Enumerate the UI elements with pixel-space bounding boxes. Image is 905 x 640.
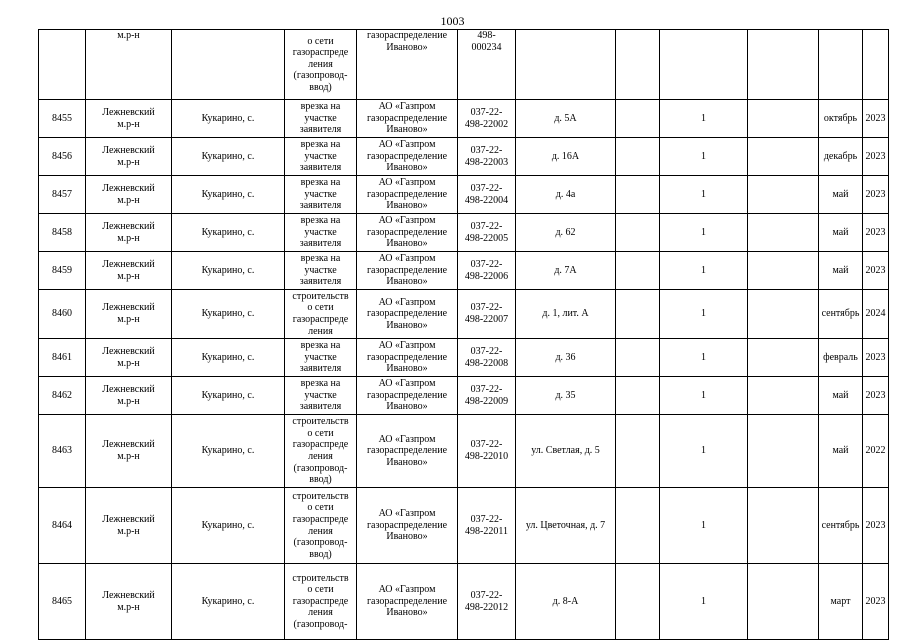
cell-district-line: м.р-н bbox=[117, 270, 140, 282]
cell-work-line: врезка на bbox=[300, 253, 341, 265]
cell-work bbox=[285, 488, 357, 564]
cell-locality: Кукарино, с. bbox=[172, 488, 285, 564]
cell-code-line: 037-22- bbox=[470, 345, 503, 357]
table-row bbox=[39, 415, 889, 488]
cell-district bbox=[86, 564, 172, 640]
cell-count: 1 bbox=[660, 214, 748, 252]
cell-work-line: заявителя bbox=[299, 238, 342, 250]
cell-num: 8464 bbox=[39, 488, 86, 564]
cell-work-line: ввод) bbox=[309, 548, 332, 560]
cell-month: май bbox=[819, 214, 863, 252]
cell-code-line: 037-22- bbox=[470, 439, 503, 451]
cell-work-line: заявителя bbox=[299, 401, 342, 413]
cell-work-line: ления bbox=[308, 525, 333, 537]
cell-org-line: газораспределение bbox=[366, 351, 448, 363]
cell-work-line: ления bbox=[308, 451, 333, 462]
cell-code bbox=[458, 377, 516, 415]
cell-district-line: Лежневский bbox=[102, 106, 155, 118]
cell-org-line: газораспределение bbox=[366, 226, 448, 238]
cell-address: д. 4а bbox=[516, 176, 616, 214]
cell-month: февраль bbox=[819, 339, 863, 377]
cell-org-line: газораспределение bbox=[366, 445, 448, 457]
table-row bbox=[39, 252, 889, 290]
cell-blank-1 bbox=[616, 415, 660, 488]
cell-work-line: о сети bbox=[307, 302, 334, 314]
cell-year: 2023 bbox=[863, 214, 889, 252]
cell-work-line: участке bbox=[304, 226, 337, 238]
table-row-carryover bbox=[39, 30, 889, 100]
cell-org bbox=[357, 100, 458, 138]
cell-district bbox=[86, 377, 172, 415]
cell-work-line: участке bbox=[304, 112, 337, 124]
cell-work-line: заявителя bbox=[299, 124, 342, 136]
cell-work-line: строительств bbox=[292, 490, 349, 502]
cell-code-line: 037-22- bbox=[470, 106, 503, 118]
cell-month: май bbox=[819, 415, 863, 488]
cell-district-line: м.р-н bbox=[117, 314, 140, 325]
cell-year: 2023 bbox=[863, 377, 889, 415]
cell-address: д. 35 bbox=[516, 377, 616, 415]
cell-work-line: заявителя bbox=[299, 162, 342, 174]
cell-work-line: строительств bbox=[292, 572, 349, 584]
cell-work bbox=[285, 214, 357, 252]
cell-district-line: Лежневский bbox=[102, 144, 155, 156]
cell-work-line: ввод) bbox=[309, 474, 332, 486]
cell-address: д. 16А bbox=[516, 138, 616, 176]
cell-org-line: газораспределение bbox=[366, 595, 448, 607]
cell-work-line: газораспреде bbox=[292, 314, 349, 325]
cell-blank-2 bbox=[748, 176, 819, 214]
cell-work-line: врезка на bbox=[300, 177, 341, 189]
cell-district bbox=[86, 290, 172, 339]
cell-work bbox=[285, 377, 357, 415]
cell-month: май bbox=[819, 377, 863, 415]
table-row bbox=[39, 377, 889, 415]
cell-work-line: ления bbox=[308, 325, 333, 337]
cell-blank-1 bbox=[616, 214, 660, 252]
cell-district-line: м.р-н bbox=[117, 525, 140, 537]
cell-org-line: газораспределение bbox=[366, 264, 448, 276]
cell-work-line: строительств bbox=[292, 290, 349, 302]
cell-org bbox=[357, 290, 458, 339]
cell-locality: Кукарино, с. bbox=[172, 252, 285, 290]
cell-blank-1 bbox=[616, 564, 660, 640]
cell-code-line: 037-22- bbox=[470, 258, 503, 270]
cell-org bbox=[357, 564, 458, 640]
cell-org bbox=[357, 138, 458, 176]
cell-count: 1 bbox=[660, 488, 748, 564]
table-row bbox=[39, 488, 889, 564]
cell-year: 2023 bbox=[863, 488, 889, 564]
cell-org-line: газораспределение bbox=[366, 389, 448, 401]
cell-code bbox=[458, 415, 516, 488]
cell-org-line: газораспределение bbox=[366, 112, 448, 124]
cell-work bbox=[285, 176, 357, 214]
cell-blank-1 bbox=[616, 290, 660, 339]
table-row bbox=[39, 339, 889, 377]
cell-code bbox=[458, 290, 516, 339]
cell-district-line: Лежневский bbox=[102, 589, 155, 601]
cell-locality: Кукарино, с. bbox=[172, 377, 285, 415]
cell-code bbox=[458, 488, 516, 564]
cell-work-line: (газопровод- bbox=[293, 537, 348, 549]
cell-work bbox=[285, 30, 357, 100]
table-row bbox=[39, 290, 889, 339]
cell-address: д. 5А bbox=[516, 100, 616, 138]
cell-org-line: АО «Газпром bbox=[378, 378, 436, 390]
cell-code-line: 498-22009 bbox=[464, 395, 509, 407]
cell-district bbox=[86, 176, 172, 214]
cell-org-line: газораспределение bbox=[366, 30, 448, 41]
cell-blank-2 bbox=[748, 290, 819, 339]
cell-blank-2 bbox=[748, 377, 819, 415]
cell-district-line: м.р-н bbox=[117, 395, 140, 407]
cell-district-line: Лежневский bbox=[102, 513, 155, 525]
cell-work-line: (газопровод- bbox=[293, 70, 348, 82]
cell-org-line: Иваново» bbox=[386, 401, 428, 413]
cell-locality: Кукарино, с. bbox=[172, 564, 285, 640]
cell-num: 8462 bbox=[39, 377, 86, 415]
cell-district: м.р-н bbox=[86, 30, 172, 100]
cell-work bbox=[285, 415, 357, 488]
cell-count: 1 bbox=[660, 100, 748, 138]
cell-district-line: м.р-н bbox=[117, 118, 140, 130]
cell-org-line: Иваново» bbox=[386, 200, 428, 212]
cell-district bbox=[86, 415, 172, 488]
cell-org-line: Иваново» bbox=[386, 41, 428, 53]
cell-code-line: 498-22008 bbox=[464, 357, 509, 369]
cell-org bbox=[357, 339, 458, 377]
cell-blank-2 bbox=[748, 488, 819, 564]
cell-code-line: 000234 bbox=[471, 41, 502, 53]
cell-code bbox=[458, 138, 516, 176]
cell-work-line: участке bbox=[304, 264, 337, 276]
cell-work bbox=[285, 138, 357, 176]
cell-work bbox=[285, 339, 357, 377]
cell-num: 8457 bbox=[39, 176, 86, 214]
cell-org bbox=[357, 415, 458, 488]
gas-connection-table bbox=[38, 29, 889, 640]
cell-org bbox=[357, 176, 458, 214]
cell-count: 1 bbox=[660, 339, 748, 377]
cell-work bbox=[285, 290, 357, 339]
cell-locality bbox=[172, 30, 285, 100]
cell-month: сентябрь bbox=[819, 290, 863, 339]
cell-code-line: 498-22011 bbox=[465, 525, 508, 537]
cell-org-line: Иваново» bbox=[386, 319, 428, 331]
page-number: 1003 bbox=[440, 14, 465, 28]
cell-district-line: Лежневский bbox=[102, 258, 155, 270]
cell-count: 1 bbox=[660, 564, 748, 640]
cell-district bbox=[86, 214, 172, 252]
cell-code bbox=[458, 30, 516, 100]
cell-work-line: о сети bbox=[307, 427, 334, 439]
cell-org-line: Иваново» bbox=[386, 607, 428, 619]
cell-work-line: заявителя bbox=[299, 363, 342, 375]
cell-count: 1 bbox=[660, 252, 748, 290]
cell-count: 1 bbox=[660, 377, 748, 415]
cell-org bbox=[357, 214, 458, 252]
cell-code-line: 498-22004 bbox=[464, 194, 509, 206]
cell-num: 8465 bbox=[39, 564, 86, 640]
cell-district bbox=[86, 100, 172, 138]
cell-work bbox=[285, 564, 357, 640]
cell-blank-2 bbox=[748, 415, 819, 488]
cell-code-line: 037-22- bbox=[470, 182, 503, 194]
cell-org-line: Иваново» bbox=[386, 162, 428, 174]
cell-code bbox=[458, 100, 516, 138]
cell-org-line: Иваново» bbox=[386, 531, 428, 543]
cell-work-line: врезка на bbox=[300, 340, 341, 352]
cell-year: 2022 bbox=[863, 415, 889, 488]
cell-district bbox=[86, 488, 172, 564]
cell-work-line: газораспреде bbox=[292, 439, 349, 451]
cell-blank-2 bbox=[748, 564, 819, 640]
cell-blank-1 bbox=[616, 488, 660, 564]
cell-locality: Кукарино, с. bbox=[172, 339, 285, 377]
cell-district-line: Лежневский bbox=[102, 439, 155, 451]
cell-locality: Кукарино, с. bbox=[172, 214, 285, 252]
cell-work-line: о сети bbox=[307, 502, 334, 514]
cell-blank-2 bbox=[748, 252, 819, 290]
cell-work-line: о сети bbox=[307, 35, 334, 47]
cell-work bbox=[285, 252, 357, 290]
cell-district bbox=[86, 138, 172, 176]
cell-count: 1 bbox=[660, 138, 748, 176]
cell-blank-1 bbox=[616, 377, 660, 415]
cell-month: май bbox=[819, 252, 863, 290]
cell-district-line: Лежневский bbox=[102, 220, 155, 232]
table-row bbox=[39, 564, 889, 640]
cell-work-line: врезка на bbox=[300, 139, 341, 151]
cell-code-line: 498-22002 bbox=[464, 118, 509, 130]
cell-code-line: 037-22- bbox=[470, 144, 503, 156]
cell-count: 1 bbox=[660, 176, 748, 214]
cell-org-line: Иваново» bbox=[386, 363, 428, 375]
cell-blank-2 bbox=[748, 100, 819, 138]
cell-blank-1 bbox=[616, 176, 660, 214]
cell-org bbox=[357, 377, 458, 415]
cell-org-line: АО «Газпром bbox=[378, 215, 436, 227]
cell-org-line: АО «Газпром bbox=[378, 340, 436, 352]
cell-org-line: Иваново» bbox=[386, 456, 428, 468]
cell-work-line: участке bbox=[304, 351, 337, 363]
cell-work-line: врезка на bbox=[300, 101, 341, 113]
cell-code-line: 498-22006 bbox=[464, 270, 509, 282]
cell-work-line: (газопровод- bbox=[293, 618, 348, 630]
cell-blank-1 bbox=[616, 138, 660, 176]
cell-blank-1 bbox=[616, 252, 660, 290]
cell-num: 8456 bbox=[39, 138, 86, 176]
cell-org bbox=[357, 252, 458, 290]
cell-count: 1 bbox=[660, 415, 748, 488]
cell-work-line: ввод) bbox=[309, 81, 332, 93]
cell-org-line: газораспределение bbox=[366, 150, 448, 162]
cell-address: д. 62 bbox=[516, 214, 616, 252]
cell-work-line: врезка на bbox=[300, 215, 341, 227]
cell-work-line: заявителя bbox=[299, 276, 342, 288]
cell-locality: Кукарино, с. bbox=[172, 176, 285, 214]
cell-work-line: строительств bbox=[292, 416, 349, 428]
cell-org-line: АО «Газпром bbox=[378, 139, 436, 151]
cell-address bbox=[516, 30, 616, 100]
cell-district-line: м.р-н bbox=[117, 601, 140, 613]
cell-code bbox=[458, 214, 516, 252]
cell-year: 2023 bbox=[863, 564, 889, 640]
cell-num: 8455 bbox=[39, 100, 86, 138]
cell-district-line: Лежневский bbox=[102, 345, 155, 357]
cell-year: 2023 bbox=[863, 339, 889, 377]
cell-org-line: АО «Газпром bbox=[378, 253, 436, 265]
cell-org-line: АО «Газпром bbox=[378, 508, 436, 520]
cell-work-line: участке bbox=[304, 188, 337, 200]
cell-month: март bbox=[819, 564, 863, 640]
cell-code bbox=[458, 176, 516, 214]
cell-org-line: АО «Газпром bbox=[378, 296, 436, 308]
cell-org-line: газораспределение bbox=[366, 308, 448, 320]
cell-district-line: Лежневский bbox=[102, 182, 155, 194]
cell-work-line: ления bbox=[308, 58, 333, 70]
cell-blank-1 bbox=[616, 30, 660, 100]
cell-district bbox=[86, 252, 172, 290]
cell-blank-2 bbox=[748, 339, 819, 377]
cell-num: 8460 bbox=[39, 290, 86, 339]
cell-code-line: 498-22007 bbox=[464, 314, 509, 325]
cell-year bbox=[863, 30, 889, 100]
cell-address: д. 36 bbox=[516, 339, 616, 377]
cell-work-line: газораспреде bbox=[292, 47, 349, 59]
cell-org-line: АО «Газпром bbox=[378, 584, 436, 596]
cell-year: 2023 bbox=[863, 100, 889, 138]
cell-work-line: о сети bbox=[307, 584, 334, 596]
cell-num: 8458 bbox=[39, 214, 86, 252]
cell-month: декабрь bbox=[819, 138, 863, 176]
cell-code-line: 498-22012 bbox=[464, 601, 509, 613]
cell-org bbox=[357, 30, 458, 100]
cell-district-line: Лежневский bbox=[102, 302, 155, 314]
cell-code-line: 498- bbox=[477, 30, 496, 41]
cell-code-line: 037-22- bbox=[470, 302, 503, 314]
cell-month: май bbox=[819, 176, 863, 214]
cell-month: октябрь bbox=[819, 100, 863, 138]
cell-org-line: газораспределение bbox=[366, 188, 448, 200]
cell-org-line: Иваново» bbox=[386, 238, 428, 250]
cell-num bbox=[39, 30, 86, 100]
cell-district-line: м.р-н bbox=[117, 156, 140, 168]
cell-month bbox=[819, 30, 863, 100]
table-row bbox=[39, 138, 889, 176]
cell-code-line: 037-22- bbox=[470, 589, 503, 601]
cell-year: 2023 bbox=[863, 138, 889, 176]
cell-locality: Кукарино, с. bbox=[172, 100, 285, 138]
cell-org-line: Иваново» bbox=[386, 276, 428, 288]
cell-code-line: 037-22- bbox=[470, 220, 503, 232]
cell-blank-2 bbox=[748, 214, 819, 252]
cell-code bbox=[458, 339, 516, 377]
cell-blank-2 bbox=[748, 138, 819, 176]
cell-count bbox=[660, 30, 748, 100]
cell-org-line: газораспределение bbox=[366, 519, 448, 531]
cell-work-line: газораспреде bbox=[292, 513, 349, 525]
cell-num: 8463 bbox=[39, 415, 86, 488]
cell-locality: Кукарино, с. bbox=[172, 415, 285, 488]
cell-district-line: Лежневский bbox=[102, 383, 155, 395]
cell-district-line: м.р-н bbox=[117, 451, 140, 462]
cell-work-line: ления bbox=[308, 607, 333, 619]
cell-year: 2024 bbox=[863, 290, 889, 339]
table-row bbox=[39, 100, 889, 138]
cell-code bbox=[458, 564, 516, 640]
cell-code-line: 037-22- bbox=[470, 383, 503, 395]
cell-code-line: 498-22010 bbox=[464, 451, 509, 462]
cell-blank-1 bbox=[616, 339, 660, 377]
cell-work-line: врезка на bbox=[300, 378, 341, 390]
cell-locality: Кукарино, с. bbox=[172, 290, 285, 339]
cell-year: 2023 bbox=[863, 252, 889, 290]
cell-work-line: участке bbox=[304, 389, 337, 401]
cell-org-line: АО «Газпром bbox=[378, 101, 436, 113]
cell-org-line: АО «Газпром bbox=[378, 177, 436, 189]
cell-address: ул. Светлая, д. 5 bbox=[516, 415, 616, 488]
cell-month: сентябрь bbox=[819, 488, 863, 564]
table-body bbox=[39, 30, 889, 640]
cell-org-line: Иваново» bbox=[386, 124, 428, 136]
table-row bbox=[39, 176, 889, 214]
cell-address: д. 1, лит. А bbox=[516, 290, 616, 339]
cell-num: 8459 bbox=[39, 252, 86, 290]
cell-locality: Кукарино, с. bbox=[172, 138, 285, 176]
cell-year: 2023 bbox=[863, 176, 889, 214]
cell-org-line: АО «Газпром bbox=[378, 433, 436, 445]
cell-district-line: м.р-н bbox=[117, 194, 140, 206]
cell-work bbox=[285, 100, 357, 138]
cell-code bbox=[458, 252, 516, 290]
cell-blank-1 bbox=[616, 100, 660, 138]
cell-address: д. 8-А bbox=[516, 564, 616, 640]
cell-work-line: заявителя bbox=[299, 200, 342, 212]
cell-num: 8461 bbox=[39, 339, 86, 377]
cell-count: 1 bbox=[660, 290, 748, 339]
cell-work-line: участке bbox=[304, 150, 337, 162]
cell-district-line: м.р-н bbox=[117, 232, 140, 244]
cell-address: ул. Цветочная, д. 7 bbox=[516, 488, 616, 564]
cell-work-line: (газопровод- bbox=[293, 462, 348, 474]
cell-org bbox=[357, 488, 458, 564]
cell-code-line: 498-22003 bbox=[464, 156, 509, 168]
cell-address: д. 7А bbox=[516, 252, 616, 290]
cell-district-line: м.р-н bbox=[117, 357, 140, 369]
cell-code-line: 037-22- bbox=[470, 513, 503, 525]
cell-code-line: 498-22005 bbox=[464, 232, 509, 244]
cell-work-line: газораспреде bbox=[292, 595, 349, 607]
cell-blank-2 bbox=[748, 30, 819, 100]
cell-district bbox=[86, 339, 172, 377]
table-row bbox=[39, 214, 889, 252]
